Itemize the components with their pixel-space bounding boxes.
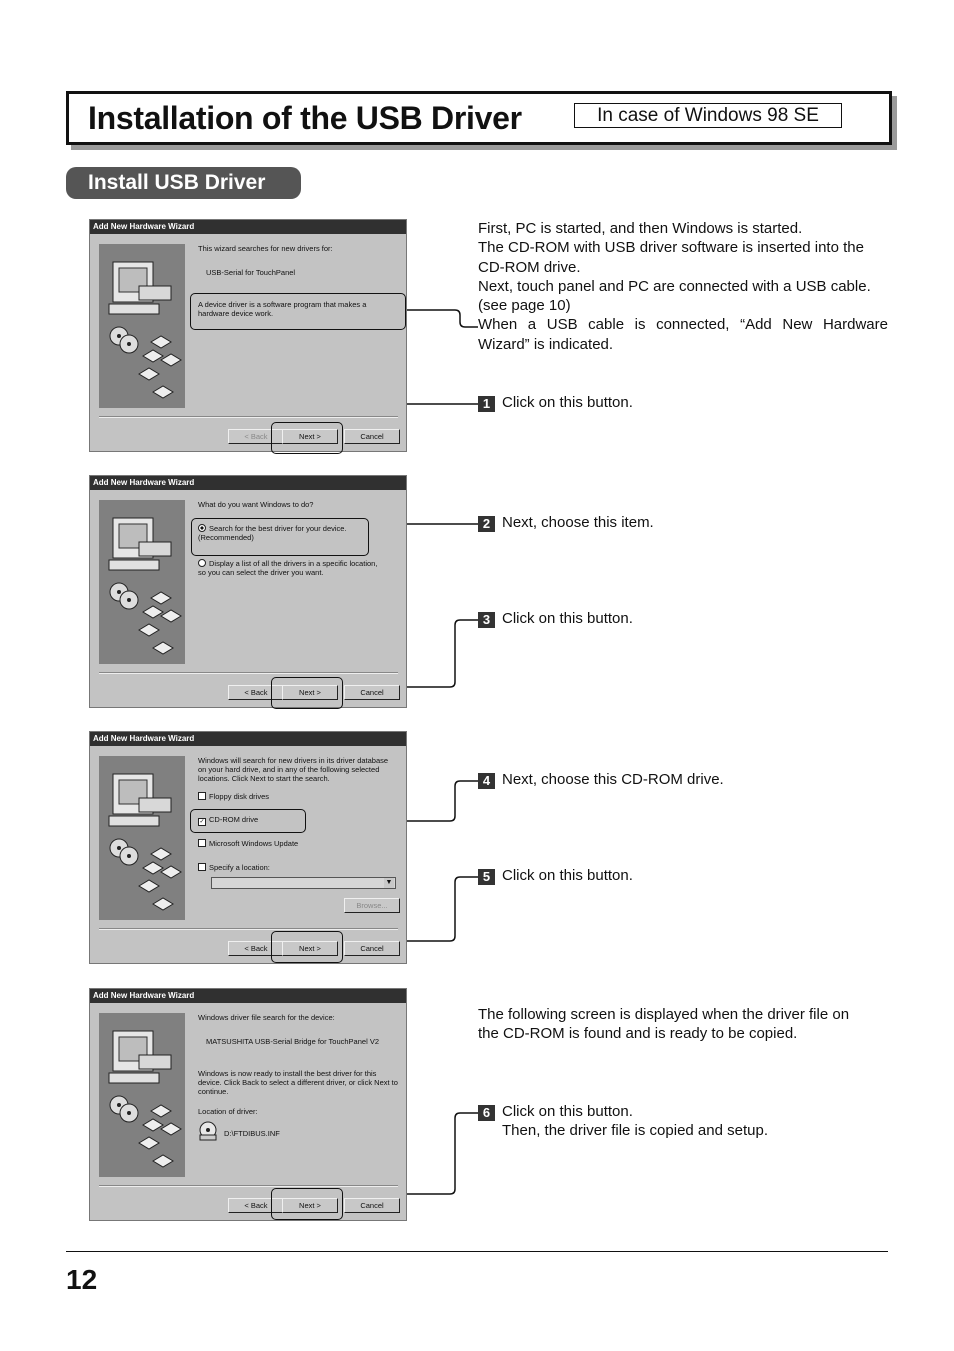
back-button[interactable]: < Back xyxy=(228,941,284,956)
computer-illustration-icon xyxy=(99,1013,185,1177)
next-button[interactable]: Next > xyxy=(282,941,338,956)
highlight-next-button-3 xyxy=(271,931,343,963)
section-heading: Install USB Driver xyxy=(66,167,301,199)
chevron-down-icon[interactable]: ▼ xyxy=(385,879,393,886)
step-text: Click on this button. xyxy=(502,1103,633,1120)
dialog-title: Add New Hardware Wizard xyxy=(90,476,406,490)
intro-line: (see page 10) xyxy=(478,297,571,315)
location-label: Location of driver: xyxy=(198,1107,258,1116)
step-number: 4 xyxy=(478,773,495,789)
wizard-dialog-4 xyxy=(89,988,407,1221)
step-1 xyxy=(478,393,633,412)
highlight-next-button-1 xyxy=(271,422,343,454)
footer-rule xyxy=(66,1251,888,1252)
step-5 xyxy=(478,866,633,885)
next-button[interactable]: Next > xyxy=(282,429,338,444)
cancel-button[interactable]: Cancel xyxy=(344,685,400,700)
step-3 xyxy=(478,609,633,628)
found-line: The following screen is displayed when the driver file on xyxy=(478,1006,850,1023)
page-title: Installation of the USB Driver xyxy=(88,100,522,136)
cdrom-drive-icon xyxy=(198,1121,218,1141)
found-paragraph xyxy=(478,1005,888,1044)
computer-illustration-icon xyxy=(99,244,185,408)
highlight-next-button-4 xyxy=(271,1188,343,1220)
checkbox-floppy[interactable] xyxy=(198,792,269,801)
dialog-intro: Windows will search for new drivers in its driver database on your hard drive, and in any of the following selected locations. Click Next to start the search. xyxy=(198,756,389,783)
back-button[interactable]: < Back xyxy=(228,1198,284,1213)
page-header xyxy=(66,91,892,145)
highlight-cdrom-checkbox xyxy=(190,809,306,833)
highlight-next-button-2 xyxy=(271,677,343,709)
dialog-title: Add New Hardware Wizard xyxy=(90,989,406,1003)
dialog-ready-text: Windows is now ready to install the best driver for this device. Click Back to select a different driver, or click Next to continue. xyxy=(198,1069,398,1096)
wizard-dialog-3 xyxy=(89,731,407,964)
checkbox-windows-update[interactable] xyxy=(198,839,298,848)
intro-line: When a USB cable is connected, “Add New Hardware xyxy=(478,316,888,334)
dialog-title: Add New Hardware Wizard xyxy=(90,732,406,746)
step-text: Click on this button. xyxy=(502,610,633,627)
highlight-info-box xyxy=(190,293,406,330)
checkbox-label: Specify a location: xyxy=(209,863,270,872)
step-number: 2 xyxy=(478,516,495,532)
dialog-text: Windows driver file search for the device: xyxy=(198,1013,335,1022)
step-4 xyxy=(478,770,724,789)
checkbox-empty-icon xyxy=(198,792,206,800)
computer-illustration-icon xyxy=(99,500,185,664)
dialog-separator xyxy=(99,416,398,418)
checkbox-checked-icon: ✓ xyxy=(199,819,205,825)
cancel-button[interactable]: Cancel xyxy=(344,1198,400,1213)
intro-line: Wizard” is indicated. xyxy=(478,335,614,353)
step-number: 5 xyxy=(478,869,495,885)
os-label-box: In case of Windows 98 SE xyxy=(574,103,842,128)
next-button[interactable]: Next > xyxy=(282,1198,338,1213)
checkbox-empty-icon xyxy=(198,863,206,871)
intro-paragraph xyxy=(478,219,888,354)
step-number: 6 xyxy=(478,1105,495,1121)
device-name: MATSUSHITA USB-Serial Bridge for TouchPanel V2 xyxy=(206,1037,379,1046)
step-text: Next, choose this item. xyxy=(502,514,654,531)
radio-display-list[interactable] xyxy=(198,559,383,577)
back-button[interactable]: < Back xyxy=(228,685,284,700)
dialog-separator xyxy=(99,672,398,674)
dialog-title: Add New Hardware Wizard xyxy=(90,220,406,234)
checkbox-specify-location[interactable] xyxy=(198,863,270,872)
step-2 xyxy=(478,513,654,532)
intro-line: Next, touch panel and PC are connected with a USB cable. xyxy=(478,277,871,295)
highlight-search-option xyxy=(191,518,369,556)
step-text: Click on this button. xyxy=(502,394,633,411)
checkbox-label: CD-ROM drive xyxy=(209,815,259,824)
radio-empty-icon xyxy=(198,559,206,567)
browse-button[interactable]: Browse... xyxy=(344,898,400,913)
checkbox-label: Microsoft Windows Update xyxy=(209,839,299,848)
dialog-info: A device driver is a software program that makes a hardware device work. xyxy=(198,300,367,318)
cancel-button[interactable]: Cancel xyxy=(344,429,400,444)
connector-intro xyxy=(406,310,478,327)
radio-label: Search for the best driver for your device. (Recommended) xyxy=(198,524,347,542)
step-text: Next, choose this CD-ROM drive. xyxy=(502,771,724,788)
page-number: 12 xyxy=(66,1264,98,1295)
step-6 xyxy=(478,1102,768,1140)
dialog-text: This wizard searches for new drivers for: xyxy=(198,244,333,253)
step-number: 1 xyxy=(478,396,495,412)
back-button[interactable]: < Back xyxy=(228,429,284,444)
radio-label: Display a list of all the drivers in a specific location, so you can select the driver you want. xyxy=(198,559,378,577)
dialog-separator xyxy=(99,928,398,930)
intro-line: First, PC is started, and then Windows is started. xyxy=(478,220,803,237)
next-button[interactable]: Next > xyxy=(282,685,338,700)
dialog-question: What do you want Windows to do? xyxy=(198,500,314,509)
wizard-dialog-2 xyxy=(89,475,407,708)
step-text: Click on this button. xyxy=(502,867,633,884)
computer-illustration-icon xyxy=(99,756,185,920)
wizard-dialog-1 xyxy=(89,219,407,452)
location-combobox[interactable] xyxy=(211,877,396,889)
device-name: USB-Serial for TouchPanel xyxy=(206,268,296,277)
intro-line: The CD-ROM with USB driver software is inserted into the xyxy=(478,239,864,257)
step-subtext: Then, the driver file is copied and setup. xyxy=(502,1122,768,1139)
driver-path: D:\FTDIBUS.INF xyxy=(224,1129,280,1138)
cancel-button[interactable]: Cancel xyxy=(344,941,400,956)
found-line: the CD-ROM is found and is ready to be copied. xyxy=(478,1025,798,1043)
checkbox-empty-icon xyxy=(198,839,206,847)
intro-line: CD-ROM drive. xyxy=(478,258,581,276)
dialog-separator xyxy=(99,1185,398,1187)
step-number: 3 xyxy=(478,612,495,628)
checkbox-label: Floppy disk drives xyxy=(209,792,270,801)
